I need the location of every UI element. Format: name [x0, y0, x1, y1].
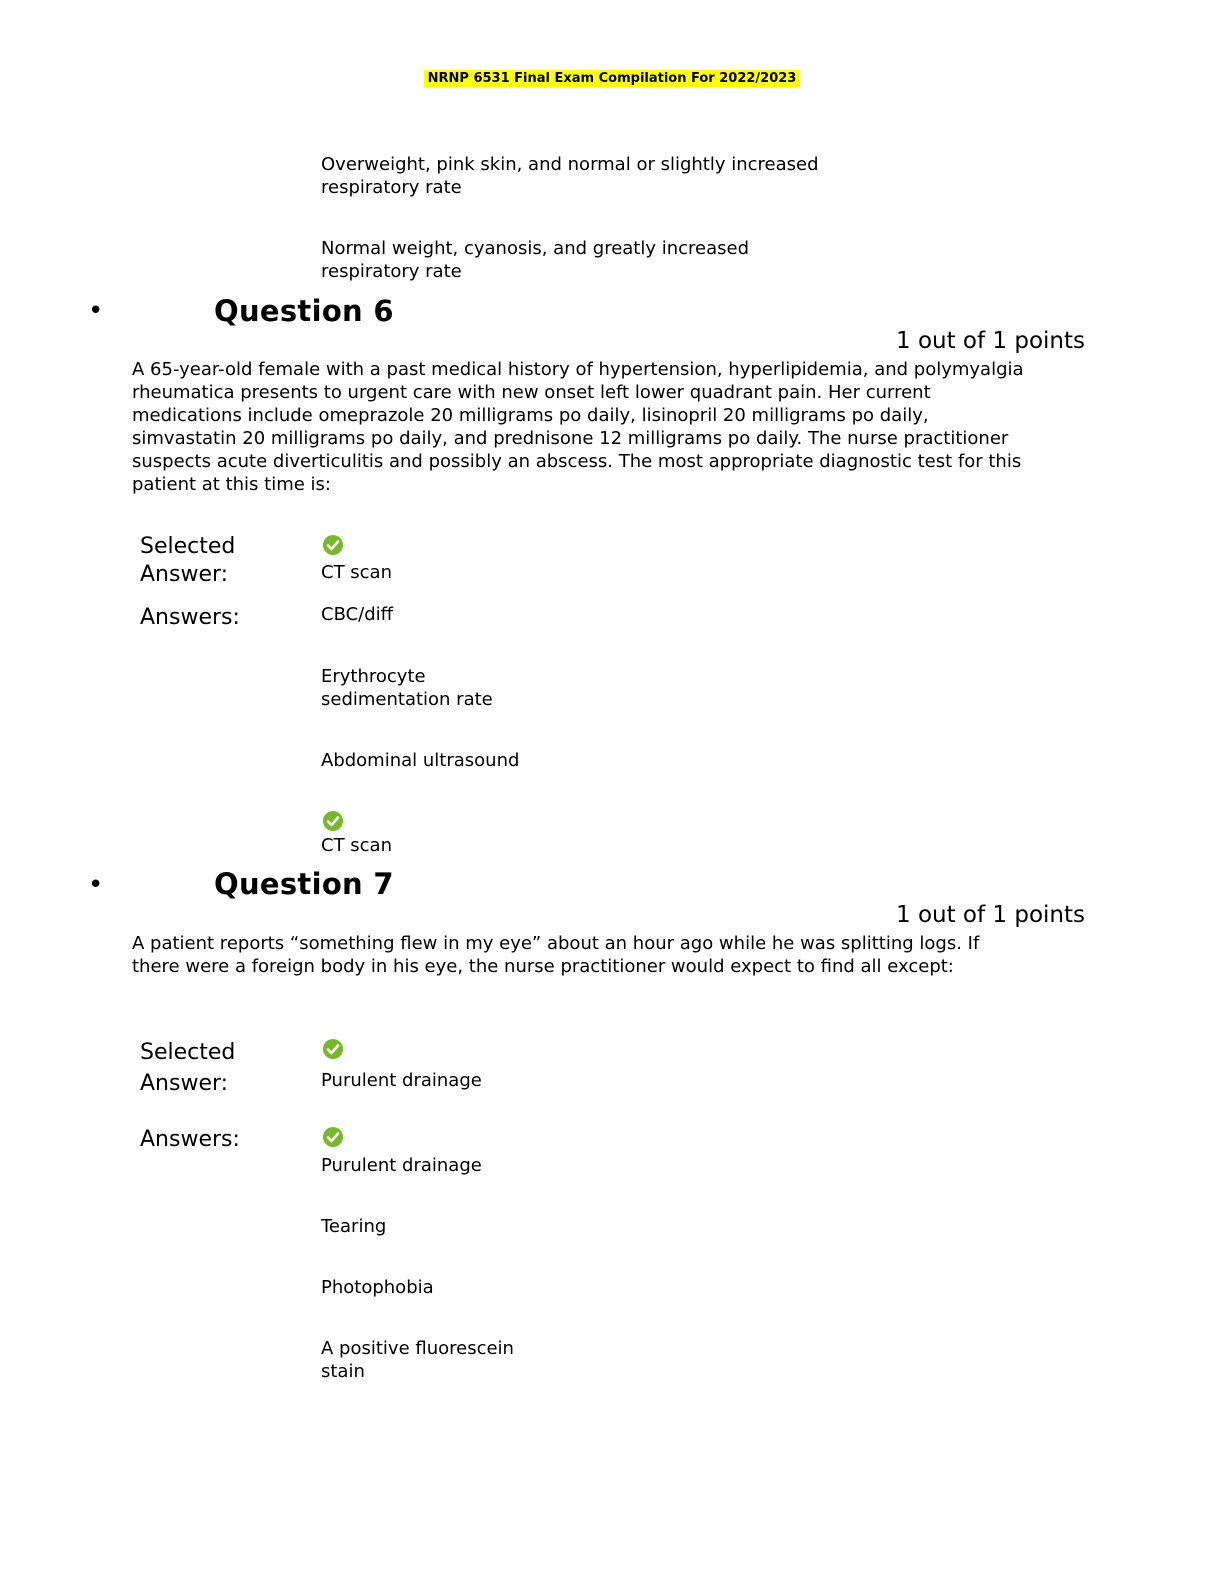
selected-answer-text: Purulent drainage	[321, 1070, 482, 1091]
question-7-title: Question 7	[214, 867, 394, 901]
document-header	[0, 71, 1224, 86]
answer-option: Erythrocyte sedimentation rate	[321, 666, 493, 710]
correct-check-icon	[322, 1126, 344, 1148]
bullet: •	[88, 296, 104, 326]
answer-option: Photophobia	[321, 1277, 434, 1298]
selected-answer-text: CT scan	[321, 562, 392, 583]
correct-check-icon	[322, 810, 344, 832]
correct-check-icon	[322, 1038, 344, 1060]
answer-option: Tearing	[321, 1216, 387, 1237]
answer-option: Purulent drainage	[321, 1155, 482, 1176]
answers-label: Answers:	[140, 605, 240, 630]
question-6-title: Question 6	[214, 294, 394, 328]
question-6-stem: A 65-year-old female with a past medical history of hypertension, hyperlipidemia, and polymyalgia rheumatica presents to urgent care with new onset left lower quadrant pain. Her current medications include omeprazole 20 milligrams po daily, lisinopril 20 milligrams po daily, simvastatin 20 milligrams po daily, and prednisone 12 milligrams po daily. The nurse practitioner suspects acute diverticulitis and possibly an abscess. The most appropriate diagnostic test for this patient at this time is:	[132, 359, 1024, 495]
answer-option: CT scan	[321, 835, 392, 856]
question-6-points: 1 out of 1 points	[896, 328, 1085, 354]
carryover-option: Normal weight, cyanosis, and greatly increased respiratory rate	[321, 238, 750, 282]
answer-option: CBC/diff	[321, 604, 394, 625]
header-text: NRNP 6531 Final Exam Compilation For 2022/2023	[424, 70, 801, 87]
carryover-option: Overweight, pink skin, and normal or slightly increased respiratory rate	[321, 154, 819, 198]
correct-check-icon	[322, 534, 344, 556]
selected-answer-label: Selected Answer:	[140, 534, 236, 587]
answer-option: Abdominal ultrasound	[321, 750, 520, 771]
question-7-points: 1 out of 1 points	[896, 902, 1085, 928]
bullet: •	[88, 870, 104, 900]
answers-label: Answers:	[140, 1127, 240, 1152]
selected-answer-label: Selected Answer:	[140, 1040, 236, 1096]
question-7-stem: A patient reports “something flew in my eye” about an hour ago while he was splitting logs. If there were a foreign body in his eye, the nurse practitioner would expect to find all except:	[132, 933, 980, 977]
answer-option: A positive fluorescein stain	[321, 1338, 514, 1382]
